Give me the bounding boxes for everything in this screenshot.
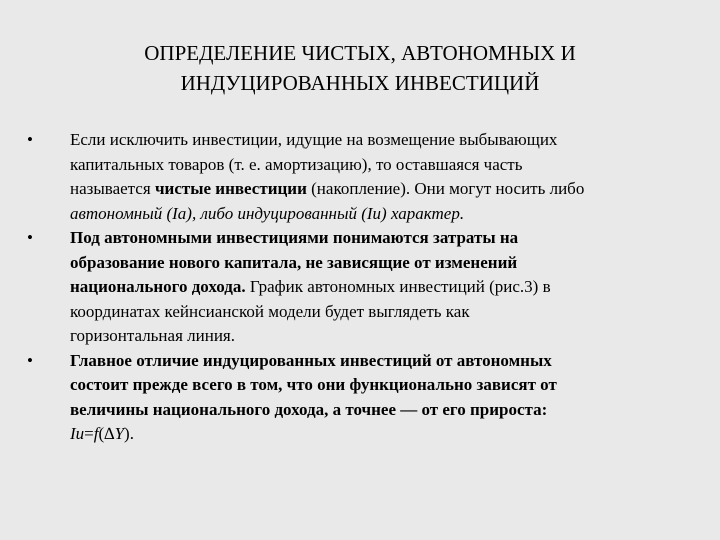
bullet-item-autonomous-investment — [27, 226, 677, 349]
bullet-list — [27, 128, 677, 447]
bullet-1-text: называется — [70, 179, 155, 198]
formula-f: f — [93, 424, 99, 443]
bullet-3-line-3: величины национального дохода, а точнее — от его прироста: — [70, 399, 548, 419]
bullet-3-line-2: состоит прежде всего в том, что они функционально зависят от — [70, 375, 557, 394]
formula-equals: = — [84, 424, 94, 443]
bullet-2-line-1: Под автономными инвестициями понимаются затраты на — [70, 228, 519, 247]
title-line-1: ОПРЕДЕЛЕНИЕ ЧИСТЫХ, АВТОНОМНЫХ И — [144, 41, 576, 65]
bullet-1-line-4: автономный (Ia), либо индуцированный (Iu) характер. — [70, 203, 465, 223]
formula-y: Y — [114, 424, 125, 443]
formula-close: ). — [124, 424, 134, 443]
bullet-1-line-1: Если исключить инвестиции, идущие на возмещение выбывающих — [70, 130, 558, 149]
bullet-2-line-4: координатах кейнсианской модели будет выглядеть как — [70, 301, 470, 321]
bullet-2-text: График автономных инвестиций (рис.3) в — [245, 277, 551, 296]
bullet-1-line-2: капитальных товаров (т. е. амортизацию), то оставшаяся часть — [70, 154, 523, 174]
bullet-3-formula — [70, 422, 677, 447]
bullet-marker: • — [27, 350, 33, 370]
title-line-2: ИНДУЦИРОВАННЫХ ИНВЕСТИЦИЙ — [180, 71, 540, 95]
bullet-item-induced-investment — [27, 349, 677, 447]
bullet-marker: • — [27, 130, 33, 149]
formula-open: (∆ — [98, 424, 115, 443]
bullet-2-line-5: горизонтальная линия. — [70, 326, 235, 345]
page-title — [60, 38, 660, 98]
bullet-1-term-net-investment: чистые инвестиции — [154, 179, 307, 198]
bullet-2-bold-end: национального дохода. — [70, 277, 246, 296]
formula-iu: Iu — [70, 424, 85, 443]
bullet-3-line-1: Главное отличие индуцированных инвестиций от автономных — [70, 350, 552, 370]
bullet-1-line-3 — [70, 177, 677, 202]
bullet-marker: • — [27, 228, 33, 247]
bullet-1-text-rest: (накопление). Они могут носить либо — [306, 179, 585, 198]
bullet-2-line-2: образование нового капитала, не зависящие от изменений — [70, 252, 518, 272]
bullet-item-net-investment — [27, 128, 677, 226]
bullet-2-line-3 — [70, 275, 677, 300]
